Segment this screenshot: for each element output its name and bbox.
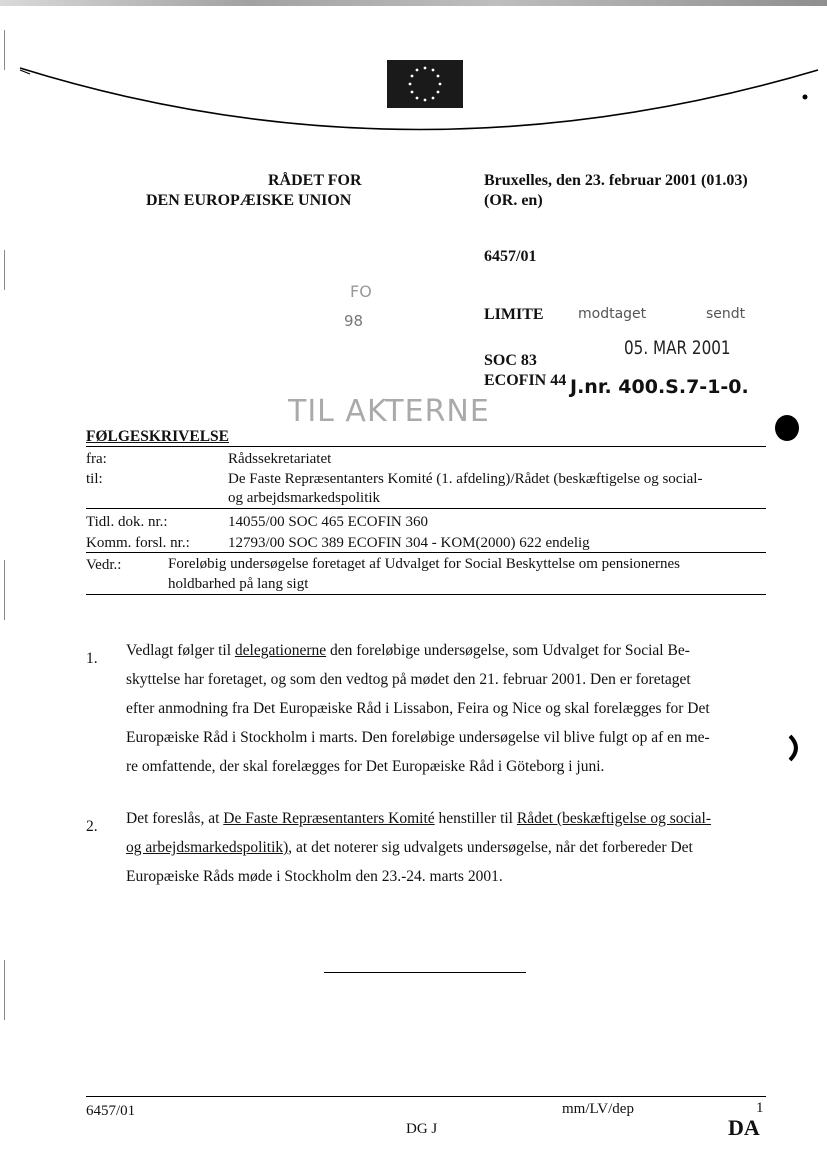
scan-left-edge-mark	[4, 560, 5, 620]
cover-note-title: FØLGESKRIVELSE	[86, 428, 229, 445]
rule-under-comm	[86, 552, 766, 553]
paragraph-1-line: Europæiske Råd i Stockholm i marts. Den foreløbige undersøgelse vil blive fulgt op af en me-	[126, 729, 710, 746]
document-number: 6457/01	[484, 248, 537, 265]
subject-line2: holdbarhed på lang sigt	[168, 576, 309, 592]
council-name-line2: DEN EUROPÆISKE UNION	[146, 192, 352, 209]
received-stamp-label: modtaget	[578, 306, 647, 322]
sent-stamp-label: sendt	[706, 306, 746, 322]
rule-under-to	[86, 508, 766, 509]
comm-proposal-value: 12793/00 SOC 389 ECOFIN 304 - KOM(2000) 622 endelig	[228, 535, 590, 551]
received-date-stamp: 05. MAR 2001	[624, 337, 731, 359]
footer-rule	[86, 1096, 766, 1097]
council-underlined: Rådet (beskæftigelse og social-	[516, 810, 712, 827]
prev-doc-label: Tidl. dok. nr.:	[86, 514, 168, 530]
rule-under-title	[86, 446, 766, 447]
paragraph-1-line: efter anmodning fra Det Europæiske Råd i Lissabon, Feira og Nice og skal forelægges for Det	[126, 700, 710, 717]
eu-flag-icon	[387, 60, 463, 108]
paragraph-2-text: Det foreslås, at	[126, 810, 224, 827]
scan-bracket-mark-icon	[786, 734, 802, 762]
scan-left-edge-mark	[4, 960, 5, 1020]
paragraph-1-text: den foreløbige undersøgelse, som Udvalget for Social Be-	[326, 642, 690, 659]
paragraph-1-line: re omfattende, der skal forelægges for Det Europæiske Råd i Göteborg i juni.	[126, 758, 605, 775]
scan-top-edge	[0, 0, 827, 6]
closing-rule	[324, 972, 526, 973]
subject-line1: Foreløbig undersøgelse foretaget af Udvalget for Social Beskyttelse om pensionernes	[168, 556, 680, 572]
footer-language: DA	[728, 1115, 760, 1140]
footer-dg: DG J	[406, 1121, 438, 1137]
paragraph-1	[126, 636, 766, 781]
council-underlined-cont: og arbejdsmarkedspolitik)	[126, 839, 289, 856]
paragraph-1-line	[126, 636, 766, 665]
from-label: fra:	[86, 451, 107, 467]
paragraph-2-number: 2.	[86, 818, 98, 835]
soc-code: SOC 83	[484, 352, 537, 369]
classification: LIMITE	[484, 306, 544, 323]
paragraph-1-number: 1.	[86, 650, 98, 667]
til-akterne-stamp: TIL AKTERNE	[288, 394, 490, 429]
paragraph-2-text: , at det noterer sig udvalgets undersøgelse, når det forbereder Det	[288, 839, 693, 856]
ecofin-code: ECOFIN 44	[484, 372, 567, 389]
comm-proposal-label: Komm. forsl. nr.:	[86, 535, 190, 551]
from-value: Rådssekretariatet	[228, 451, 332, 467]
rule-under-subject	[86, 594, 766, 595]
footer-initials: mm/LV/dep	[562, 1101, 634, 1117]
scan-left-edge-mark	[4, 250, 5, 290]
paragraph-1-text: Vedlagt følger til	[126, 642, 235, 659]
scan-dot-icon	[800, 92, 810, 102]
journal-number-stamp: J.nr. 400.S.7-1-0.	[570, 376, 749, 398]
fo-stamp-mark: FO	[350, 282, 372, 301]
delegations-underlined: delegationerne	[234, 642, 327, 659]
to-value-line1: De Faste Repræsentanters Komité (1. afdeling)/Rådet (beskæftigelse og social-	[228, 471, 703, 487]
council-name-line1: RÅDET FOR	[268, 172, 362, 189]
subject-label: Vedr.:	[86, 557, 122, 573]
footer-page-number: 1	[756, 1100, 764, 1116]
paragraph-2-line	[126, 833, 766, 862]
to-value-line2: og arbejdsmarkedspolitik	[228, 490, 381, 506]
paragraph-2-line	[126, 804, 766, 833]
scan-hole-punch-icon	[774, 414, 800, 442]
paragraph-2	[126, 804, 766, 891]
faded-stamp-mark: 98	[344, 312, 364, 330]
footer-doc-number: 6457/01	[86, 1103, 136, 1119]
to-label: til:	[86, 471, 103, 487]
paragraph-2-text: henstiller til	[434, 810, 517, 827]
coreper-underlined: De Faste Repræsentanters Komité	[223, 810, 435, 827]
paragraph-1-line: skyttelse har foretaget, og som den vedtog på mødet den 21. februar 2001. Den er foretaget	[126, 671, 691, 688]
dateline: Bruxelles, den 23. februar 2001 (01.03)	[484, 172, 748, 189]
original-language: (OR. en)	[484, 192, 543, 209]
prev-doc-value: 14055/00 SOC 465 ECOFIN 360	[228, 514, 429, 530]
paragraph-2-line: Europæiske Råds møde i Stockholm den 23.-24. marts 2001.	[126, 868, 503, 885]
